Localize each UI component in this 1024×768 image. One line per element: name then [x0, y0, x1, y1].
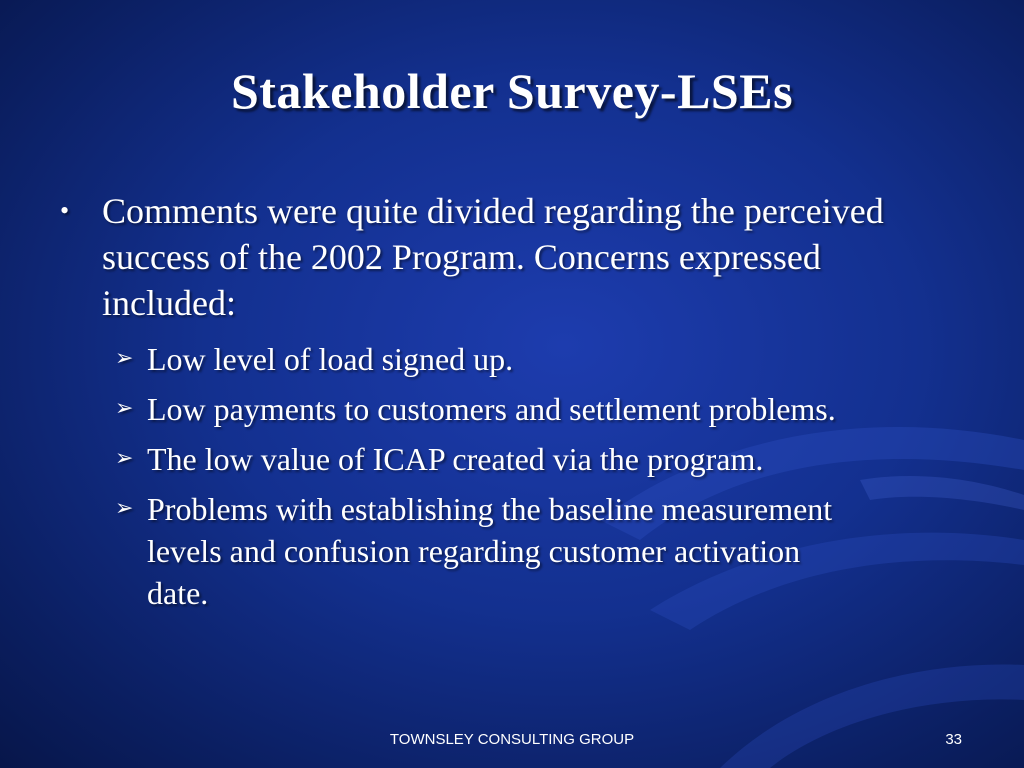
arrow-bullet-icon: ➢	[115, 396, 134, 421]
main-bullet-text: Comments were quite divided regarding the perceived success of the 2002 Program. Concerns expressed included:	[102, 191, 884, 323]
sub-bullet-list	[115, 338, 960, 614]
arrow-bullet-icon: ➢	[115, 496, 134, 521]
sub-bullet-item	[115, 388, 867, 430]
slide-content	[60, 188, 960, 622]
sub-bullet-item	[115, 488, 867, 614]
sub-bullet-text: Low level of load signed up.	[147, 341, 514, 377]
sub-bullet-text: The low value of ICAP created via the program.	[147, 441, 764, 477]
page-number: 33	[945, 731, 962, 748]
sub-bullet-text: Low payments to customers and settlement problems.	[147, 391, 836, 427]
sub-bullet-text: Problems with establishing the baseline measurement levels and confusion regarding customer activation date.	[147, 491, 833, 611]
slide-footer: TOWNSLEY CONSULTING GROUP	[389, 731, 635, 748]
arrow-bullet-icon: ➢	[115, 346, 134, 371]
sub-bullet-item	[115, 338, 867, 380]
slide-title: Stakeholder Survey-LSEs	[230, 63, 794, 119]
arrow-bullet-icon: ➢	[115, 446, 134, 471]
sub-bullet-item	[115, 438, 867, 480]
main-bullet	[60, 188, 960, 326]
bullet-dot-icon: •	[60, 196, 70, 225]
